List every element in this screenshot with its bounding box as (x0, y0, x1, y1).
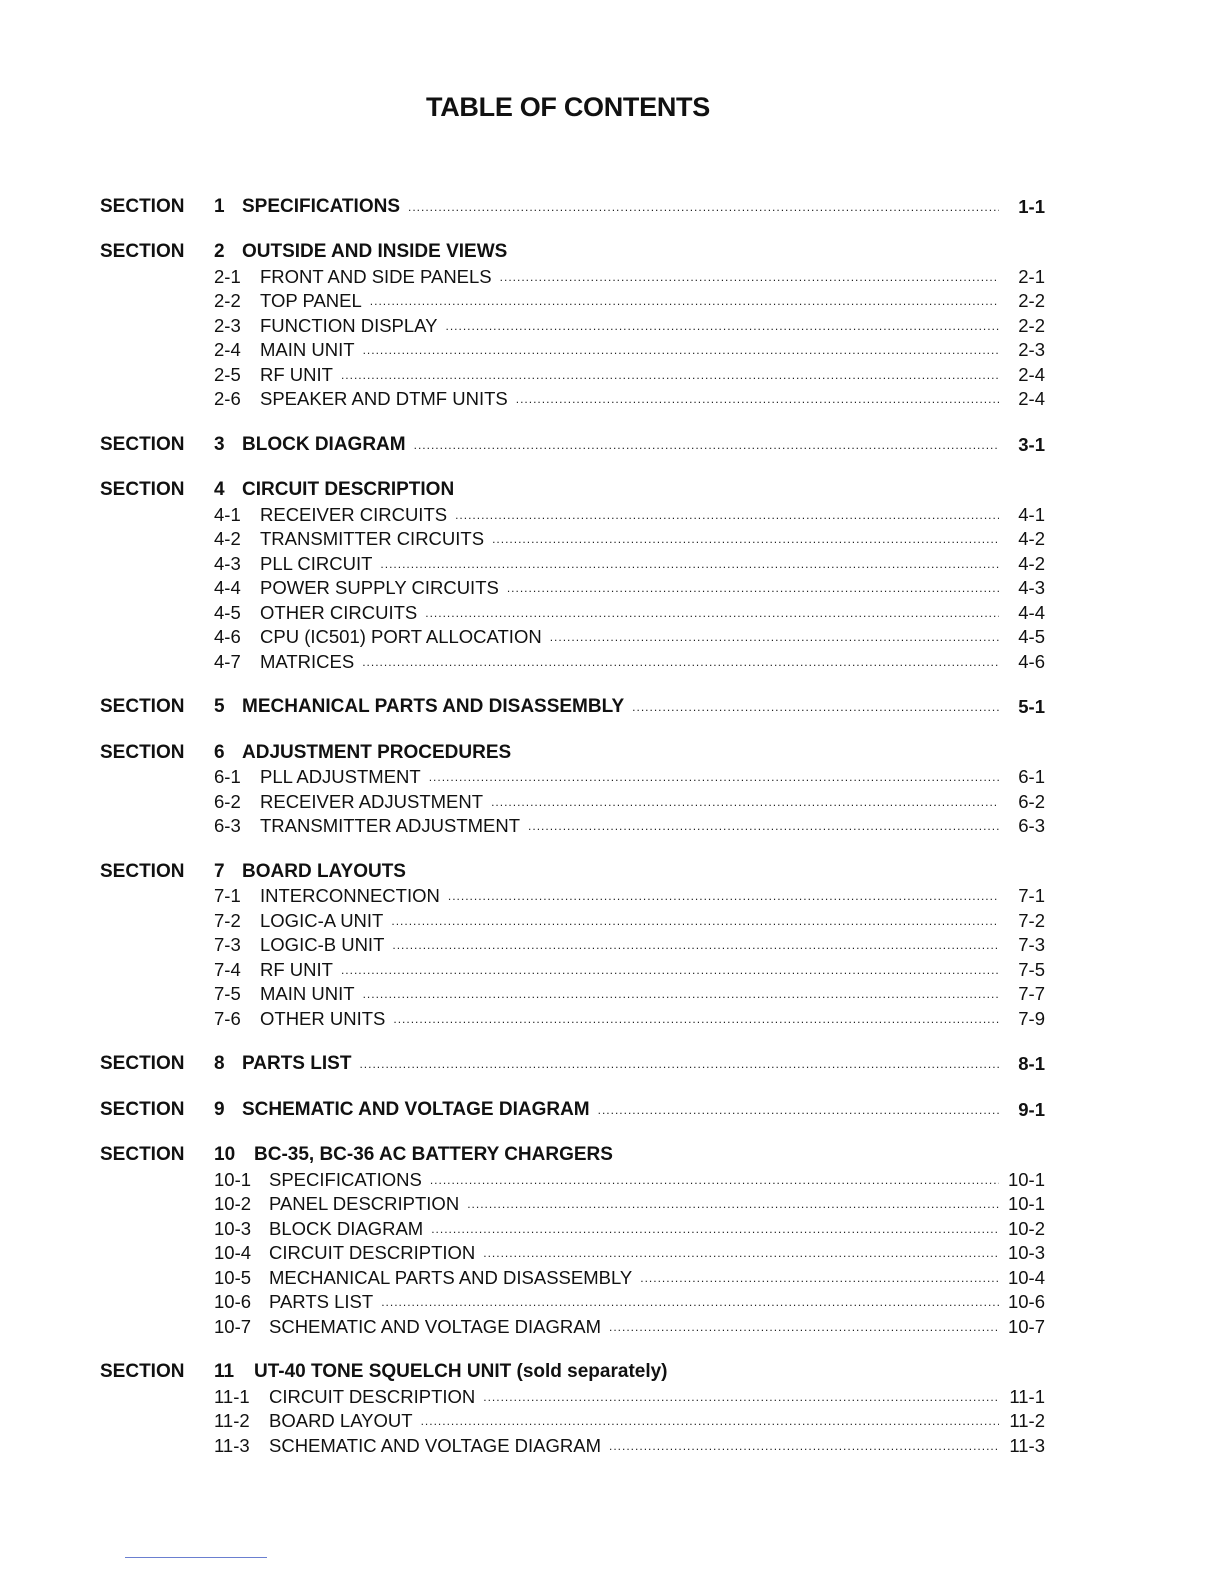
page-number: 11-3 (1009, 1434, 1045, 1456)
section-title: SPECIFICATIONS (242, 195, 400, 217)
toc-section (100, 431, 1045, 456)
entry-number: 10-1 (214, 1168, 252, 1190)
section-heading[interactable] (100, 239, 1045, 264)
dot-leader (483, 1391, 999, 1403)
toc-entry[interactable] (100, 550, 1045, 575)
toc-entry[interactable] (100, 337, 1045, 362)
entry-title: SCHEMATIC AND VOLTAGE DIAGRAM (269, 1315, 602, 1337)
toc-entry[interactable] (100, 1313, 1045, 1338)
section-title: BLOCK DIAGRAM (242, 433, 406, 455)
toc-entry[interactable] (100, 501, 1045, 526)
entry-title: RF UNIT (260, 958, 333, 980)
page-number: 7-1 (1018, 885, 1045, 906)
toc-entry[interactable] (100, 907, 1045, 932)
toc-section (100, 1051, 1045, 1076)
page-number: 7-7 (1018, 983, 1045, 1004)
entry-number: 2-1 (214, 265, 241, 287)
toc-section (100, 477, 1045, 673)
dot-leader (491, 796, 999, 808)
page-number: 5-1 (1018, 696, 1045, 717)
dot-leader (500, 271, 999, 283)
page-number: 4-1 (1018, 503, 1045, 525)
section-label: SECTION (100, 1098, 185, 1120)
entry-title: MECHANICAL PARTS AND DISASSEMBLY (269, 1266, 633, 1288)
dot-leader (492, 533, 999, 545)
entry-title: BLOCK DIAGRAM (269, 1217, 424, 1239)
toc-entry[interactable] (100, 883, 1045, 908)
page-number: 2-1 (1018, 265, 1045, 287)
section-title: OUTSIDE AND INSIDE VIEWS (242, 241, 508, 262)
toc-entry[interactable] (100, 263, 1045, 288)
footer-rule (125, 1557, 267, 1558)
page-number: 7-2 (1018, 909, 1045, 931)
section-heading[interactable] (100, 477, 1045, 502)
section-title: UT-40 TONE SQUELCH UNIT (sold separately) (254, 1361, 668, 1382)
page-number: 10-3 (1007, 1242, 1045, 1263)
toc-entry[interactable] (100, 386, 1045, 411)
entry-number: 2-6 (214, 388, 241, 409)
entry-title: PLL CIRCUIT (260, 552, 373, 574)
entry-title: INTERCONNECTION (260, 885, 440, 906)
entry-number: 7-3 (214, 934, 241, 955)
entry-number: 10-3 (214, 1217, 252, 1239)
page-number: 4-6 (1018, 650, 1045, 672)
section-number: 5 (214, 696, 225, 717)
entry-title: CIRCUIT DESCRIPTION (269, 1385, 476, 1407)
dot-leader (483, 1247, 999, 1259)
entry-title: TRANSMITTER CIRCUITS (260, 528, 485, 549)
entry-title: SPEAKER AND DTMF UNITS (260, 388, 508, 409)
entry-title: MAIN UNIT (260, 339, 355, 360)
page-number: 4-3 (1018, 577, 1045, 598)
entry-title: LOGIC-B UNIT (260, 934, 385, 955)
dot-leader (528, 820, 999, 832)
entry-number: 4-2 (214, 528, 241, 549)
page-number: 7-5 (1018, 958, 1045, 980)
entry-number: 7-1 (214, 885, 241, 906)
page-number: 9-1 (1018, 1098, 1045, 1120)
section-heading[interactable] (100, 431, 1045, 456)
page-number: 1-1 (1018, 195, 1045, 217)
toc-entry[interactable] (100, 1264, 1045, 1289)
toc-entry[interactable] (100, 312, 1045, 337)
table-of-contents (100, 193, 1045, 1478)
section-number: 2 (214, 241, 225, 262)
entry-number: 2-5 (214, 363, 241, 385)
toc-section (100, 1096, 1045, 1121)
section-title: PARTS LIST (242, 1053, 352, 1074)
entry-number: 2-3 (214, 314, 241, 336)
page-number: 6-2 (1018, 790, 1045, 812)
page-number: 10-1 (1007, 1193, 1045, 1214)
section-label: SECTION (100, 479, 185, 500)
section-heading[interactable] (100, 1096, 1045, 1121)
section-label: SECTION (100, 741, 185, 763)
dot-leader (550, 631, 999, 643)
entry-number: 10-7 (214, 1315, 252, 1337)
page-number: 3-1 (1018, 433, 1045, 455)
toc-entry[interactable] (100, 1383, 1045, 1408)
section-label: SECTION (100, 241, 185, 262)
page-number: 10-7 (1007, 1315, 1045, 1337)
section-title: BOARD LAYOUTS (242, 860, 406, 882)
section-number: 4 (214, 479, 225, 500)
dot-leader (421, 1415, 999, 1427)
toc-entry[interactable] (100, 624, 1045, 649)
page-number: 6-1 (1018, 766, 1045, 787)
toc-entry[interactable] (100, 1166, 1045, 1191)
section-number: 10 (214, 1144, 236, 1165)
toc-section (100, 858, 1045, 1030)
page-number: 4-2 (1018, 552, 1045, 574)
entry-title: TRANSMITTER ADJUSTMENT (260, 815, 521, 836)
dot-leader (507, 582, 999, 594)
entry-number: 6-2 (214, 790, 241, 812)
section-heading[interactable] (100, 1051, 1045, 1076)
entry-number: 11-3 (214, 1434, 250, 1456)
entry-title: OTHER CIRCUITS (260, 601, 418, 623)
page-number: 2-4 (1018, 388, 1045, 409)
entry-number: 4-1 (214, 503, 241, 525)
section-label: SECTION (100, 1144, 185, 1165)
entry-number: 4-7 (214, 650, 241, 672)
section-title: ADJUSTMENT PROCEDURES (242, 741, 512, 763)
toc-section (100, 239, 1045, 411)
dot-leader (370, 295, 999, 307)
toc-entry[interactable] (100, 813, 1045, 838)
entry-title: PLL ADJUSTMENT (260, 766, 421, 787)
section-number: 7 (214, 860, 225, 882)
entry-number: 7-5 (214, 983, 241, 1004)
dot-leader (359, 1058, 999, 1070)
entry-title: CIRCUIT DESCRIPTION (269, 1242, 476, 1263)
entry-number: 7-6 (214, 1007, 241, 1029)
entry-title: PANEL DESCRIPTION (269, 1193, 460, 1214)
dot-leader (393, 1013, 999, 1025)
dot-leader (467, 1198, 999, 1210)
section-title: MECHANICAL PARTS AND DISASSEMBLY (242, 696, 625, 717)
page-number: 10-6 (1007, 1291, 1045, 1312)
dot-leader (430, 1174, 999, 1186)
toc-section (100, 193, 1045, 218)
entry-title: CPU (IC501) PORT ALLOCATION (260, 626, 542, 647)
entry-number: 4-3 (214, 552, 241, 574)
toc-entry[interactable] (100, 1191, 1045, 1216)
entry-number: 4-5 (214, 601, 241, 623)
dot-leader (408, 201, 999, 213)
dot-leader (381, 1296, 999, 1308)
toc-section (100, 1142, 1045, 1338)
entry-title: MAIN UNIT (260, 983, 355, 1004)
entry-number: 2-4 (214, 339, 241, 360)
section-label: SECTION (100, 195, 185, 217)
page-title: TABLE OF CONTENTS (426, 92, 710, 122)
section-number: 6 (214, 741, 225, 763)
page-number: 7-9 (1018, 1007, 1045, 1029)
entry-number: 10-4 (214, 1242, 252, 1263)
section-heading[interactable] (100, 858, 1045, 883)
section-heading[interactable] (100, 694, 1045, 719)
entry-number: 4-6 (214, 626, 241, 647)
page-number: 10-2 (1007, 1217, 1045, 1239)
toc-entry[interactable] (100, 526, 1045, 551)
section-label: SECTION (100, 696, 185, 717)
toc-entry[interactable] (100, 1408, 1045, 1433)
toc-entry[interactable] (100, 288, 1045, 313)
page-number: 11-2 (1009, 1410, 1045, 1431)
section-label: SECTION (100, 1361, 185, 1382)
dot-leader (341, 369, 999, 381)
section-label: SECTION (100, 433, 185, 455)
toc-entry[interactable] (100, 956, 1045, 981)
entry-number: 7-2 (214, 909, 241, 931)
entry-number: 11-2 (214, 1410, 250, 1431)
toc-entry[interactable] (100, 648, 1045, 673)
toc-entry[interactable] (100, 1005, 1045, 1030)
section-title: CIRCUIT DESCRIPTION (242, 479, 455, 500)
dot-leader (391, 915, 999, 927)
section-heading[interactable] (100, 739, 1045, 764)
toc-entry[interactable] (100, 599, 1045, 624)
entry-title: BOARD LAYOUT (269, 1410, 413, 1431)
entry-title: FRONT AND SIDE PANELS (260, 265, 492, 287)
entry-title: RF UNIT (260, 363, 333, 385)
page-number: 10-1 (1007, 1168, 1045, 1190)
entry-number: 11-1 (214, 1385, 250, 1407)
page-number: 4-4 (1018, 601, 1045, 623)
entry-title: SPECIFICATIONS (269, 1168, 422, 1190)
section-title: SCHEMATIC AND VOLTAGE DIAGRAM (242, 1098, 590, 1120)
dot-leader (392, 939, 999, 951)
entry-title: FUNCTION DISPLAY (260, 314, 438, 336)
entry-number: 7-4 (214, 958, 241, 980)
entry-number: 6-3 (214, 815, 241, 836)
entry-title: MATRICES (260, 650, 355, 672)
entry-number: 10-2 (214, 1193, 252, 1214)
entry-title: LOGIC-A UNIT (260, 909, 384, 931)
entry-title: RECEIVER CIRCUITS (260, 503, 448, 525)
dot-leader (455, 509, 999, 521)
entry-title: PARTS LIST (269, 1291, 374, 1312)
toc-section (100, 694, 1045, 719)
section-label: SECTION (100, 1053, 185, 1074)
page-number: 2-2 (1018, 314, 1045, 336)
entry-number: 2-2 (214, 290, 241, 311)
dot-leader (640, 1272, 999, 1284)
entry-number: 10-5 (214, 1266, 252, 1288)
section-title: BC-35, BC-36 AC BATTERY CHARGERS (254, 1144, 613, 1165)
page-number: 11-1 (1009, 1385, 1045, 1407)
entry-number: 10-6 (214, 1291, 252, 1312)
section-number: 3 (214, 433, 225, 455)
entry-number: 6-1 (214, 766, 241, 787)
dot-leader (632, 701, 999, 713)
section-heading[interactable] (100, 1142, 1045, 1167)
toc-entry[interactable] (100, 932, 1045, 957)
toc-entry[interactable] (100, 1432, 1045, 1457)
entry-title: TOP PANEL (260, 290, 362, 311)
dot-leader (341, 964, 999, 976)
dot-leader (431, 1223, 999, 1235)
section-number: 8 (214, 1053, 225, 1074)
section-number: 1 (214, 195, 225, 217)
page-number: 8-1 (1018, 1053, 1045, 1074)
dot-leader (414, 439, 999, 451)
section-heading[interactable] (100, 193, 1045, 218)
dot-leader (363, 344, 999, 356)
section-number: 9 (214, 1098, 225, 1120)
entry-title: OTHER UNITS (260, 1007, 386, 1029)
toc-entry[interactable] (100, 788, 1045, 813)
toc-entry[interactable] (100, 361, 1045, 386)
dot-leader (609, 1440, 999, 1452)
dot-leader (363, 988, 999, 1000)
section-number: 11 (214, 1361, 235, 1382)
page-number: 7-3 (1018, 934, 1045, 955)
page-number: 6-3 (1018, 815, 1045, 836)
dot-leader (448, 890, 999, 902)
section-heading[interactable] (100, 1359, 1045, 1384)
page-number: 2-3 (1018, 339, 1045, 360)
toc-entry[interactable] (100, 981, 1045, 1006)
toc-section (100, 1359, 1045, 1457)
page-number: 2-4 (1018, 363, 1045, 385)
entry-title: SCHEMATIC AND VOLTAGE DIAGRAM (269, 1434, 602, 1456)
toc-entry[interactable] (100, 764, 1045, 789)
entry-title: POWER SUPPLY CIRCUITS (260, 577, 499, 598)
dot-leader (598, 1104, 999, 1116)
section-label: SECTION (100, 860, 185, 882)
dot-leader (609, 1321, 999, 1333)
toc-entry[interactable] (100, 1240, 1045, 1265)
dot-leader (429, 771, 999, 783)
page-number: 10-4 (1007, 1266, 1045, 1288)
page-number: 4-2 (1018, 528, 1045, 549)
toc-entry[interactable] (100, 575, 1045, 600)
toc-entry[interactable] (100, 1215, 1045, 1240)
toc-entry[interactable] (100, 1289, 1045, 1314)
dot-leader (425, 607, 999, 619)
dot-leader (516, 393, 999, 405)
toc-section (100, 739, 1045, 837)
entry-number: 4-4 (214, 577, 241, 598)
page-number: 2-2 (1018, 290, 1045, 311)
page-number: 4-5 (1018, 626, 1045, 647)
dot-leader (362, 656, 999, 668)
dot-leader (445, 320, 999, 332)
entry-title: RECEIVER ADJUSTMENT (260, 790, 484, 812)
dot-leader (380, 558, 999, 570)
